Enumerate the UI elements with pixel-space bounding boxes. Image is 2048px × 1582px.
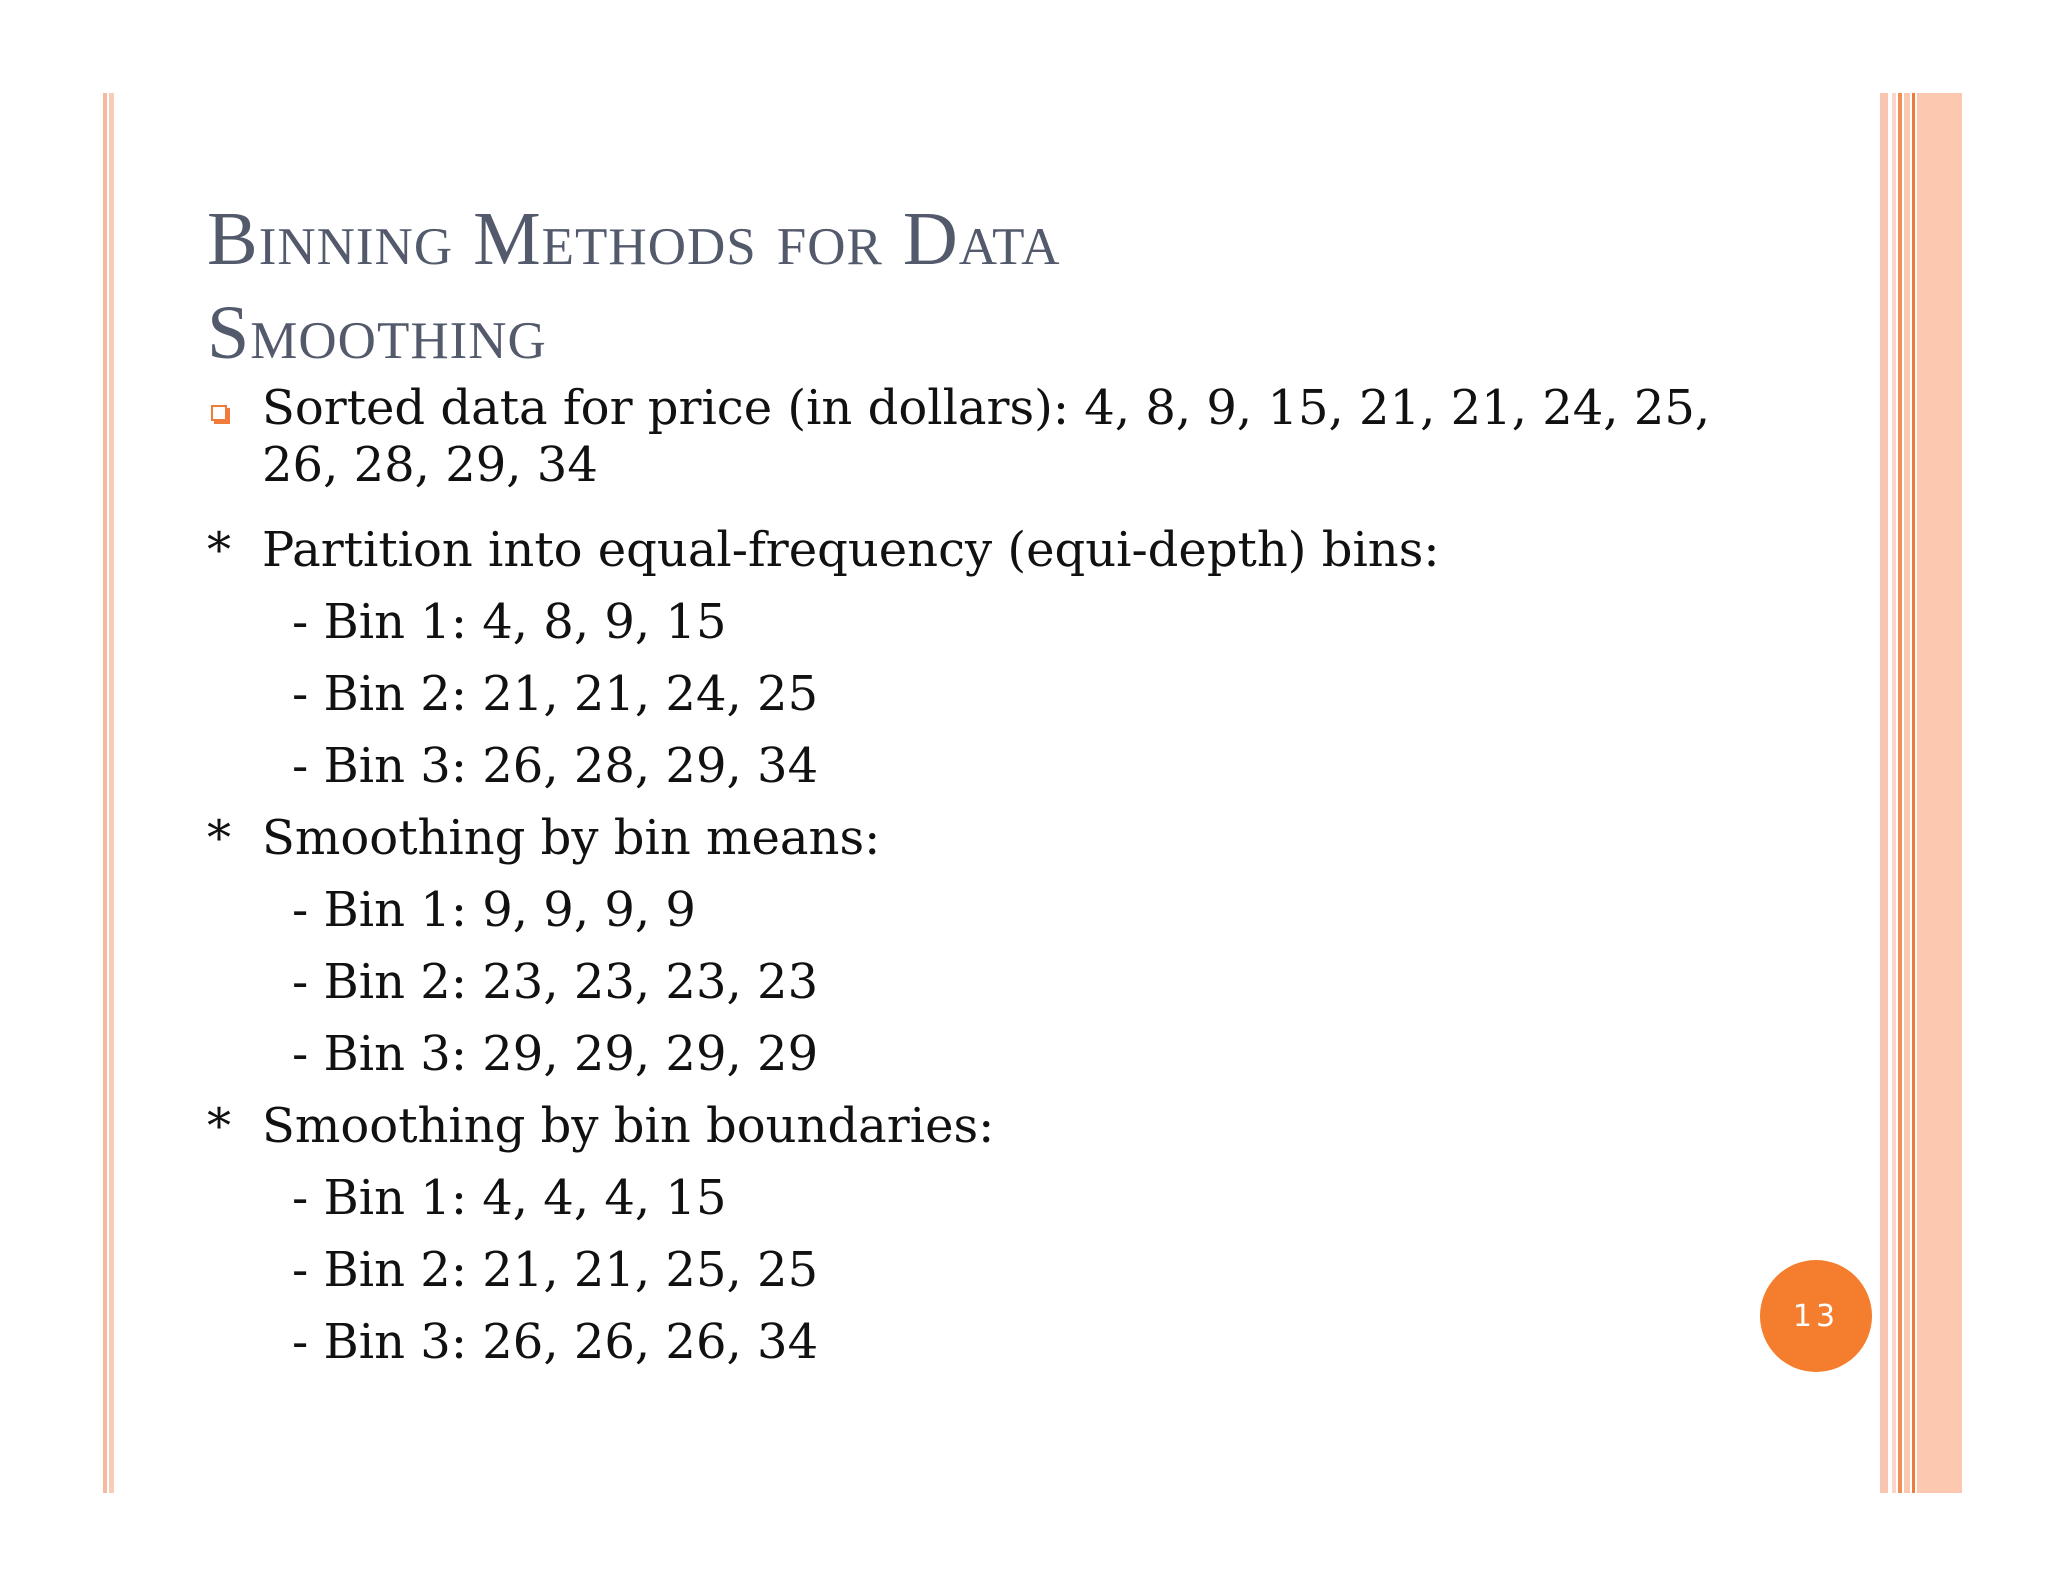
section-heading [207, 514, 1767, 586]
right-stripe [1904, 93, 1910, 1493]
asterisk-marker: * [207, 522, 231, 578]
bin-line: - Bin 2: 23, 23, 23, 23 [292, 954, 819, 1010]
bin-line: - Bin 1: 9, 9, 9, 9 [292, 882, 696, 938]
right-stripe [1898, 93, 1902, 1493]
bin-line: - Bin 3: 26, 28, 29, 34 [292, 738, 819, 794]
left-border-bar [103, 93, 107, 1493]
section-heading [207, 1090, 1767, 1162]
bin-line: - Bin 2: 21, 21, 24, 25 [292, 666, 819, 722]
right-decorative-band [1880, 93, 1962, 1493]
right-stripe [1912, 93, 1915, 1493]
bin-line: - Bin 3: 26, 26, 26, 34 [292, 1314, 819, 1370]
bin-line: - Bin 3: 29, 29, 29, 29 [292, 1026, 819, 1082]
intro-bullet [207, 380, 1767, 494]
section-heading-text: Smoothing by bin boundaries: [262, 1098, 995, 1154]
section-heading [207, 802, 1767, 874]
slide-title-line-2: Smoothing [207, 291, 547, 375]
right-stripe [1880, 93, 1888, 1493]
bin-line: - Bin 2: 21, 21, 25, 25 [292, 1242, 819, 1298]
slide-body [207, 380, 1767, 1378]
section-heading-text: Smoothing by bin means: [262, 810, 881, 866]
section-bin-boundaries [207, 1090, 1767, 1378]
asterisk-marker: * [207, 1098, 231, 1154]
slide-title [207, 192, 1657, 380]
slide-title-line-1: Binning Methods for Data [207, 197, 1061, 281]
intro-text: Sorted data for price (in dollars): 4, 8, 9, 15, 21, 21, 24, 25, 26, 28, 29, 34 [262, 380, 1711, 493]
section-bin-means [207, 802, 1767, 1090]
section-heading-text: Partition into equal-frequency (equi-depth) bins: [262, 522, 1440, 578]
page-number-badge: 13 [1760, 1260, 1872, 1372]
right-stripe [1917, 93, 1962, 1493]
checkbox-bullet-icon [211, 405, 227, 421]
bin-line: - Bin 1: 4, 8, 9, 15 [292, 594, 727, 650]
left-border-bar-inner [109, 93, 114, 1493]
bin-line: - Bin 1: 4, 4, 4, 15 [292, 1170, 727, 1226]
asterisk-marker: * [207, 810, 231, 866]
right-stripe [1892, 93, 1896, 1493]
section-equal-frequency [207, 514, 1767, 802]
